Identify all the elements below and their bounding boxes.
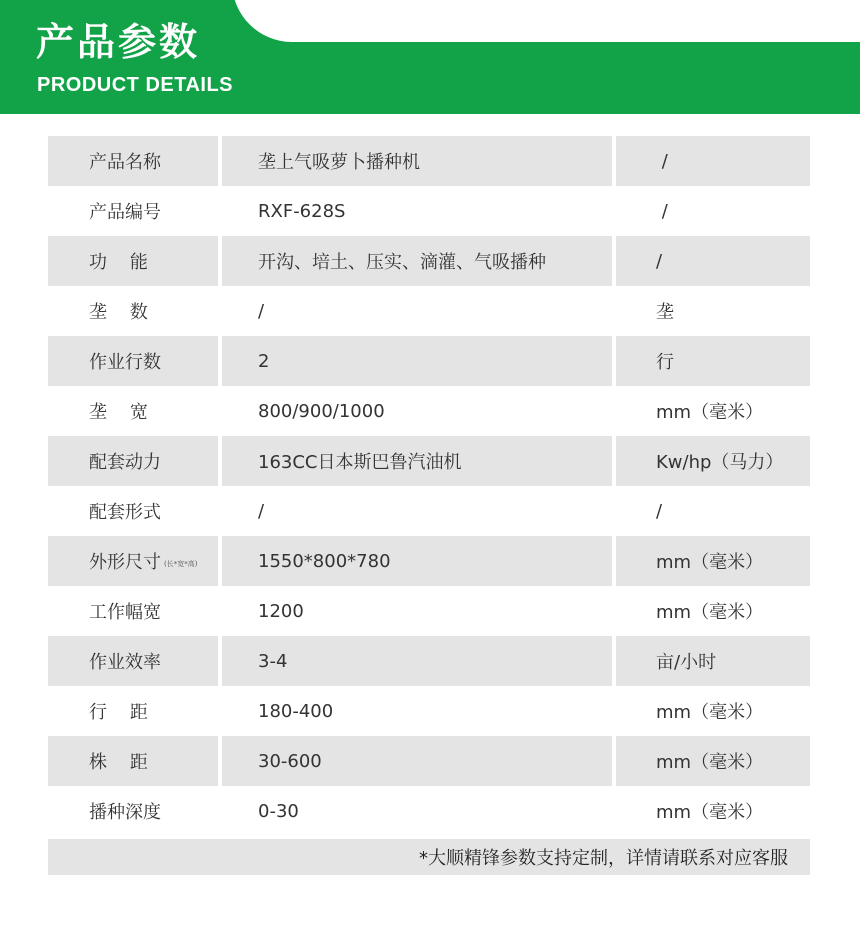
param-unit: 亩/小时: [616, 636, 810, 686]
table-row: [48, 636, 810, 686]
param-name: [48, 136, 218, 186]
section-subtitle: PRODUCT DETAILS: [37, 74, 234, 96]
param-name-text: 配套动力: [89, 452, 161, 473]
param-name-text: 产品编号: [89, 202, 161, 223]
table-row: [48, 336, 810, 386]
param-name-text: 行 距: [89, 702, 148, 723]
param-unit: mm（毫米）: [656, 702, 764, 723]
section-header: [0, 0, 860, 114]
param-value: 1200: [258, 600, 304, 622]
table-row: [48, 786, 810, 836]
param-name: [48, 186, 218, 236]
param-name: [48, 586, 218, 636]
param-name: [48, 236, 218, 286]
param-value: 800/900/1000: [258, 400, 385, 422]
param-name-text: 外形尺寸: [89, 552, 161, 573]
param-value: 3-4: [222, 636, 612, 686]
table-row: [48, 486, 810, 536]
param-value: /: [258, 300, 265, 322]
param-unit: mm（毫米）: [616, 536, 810, 586]
param-unit: /: [616, 136, 810, 186]
param-name-text: 功 能: [89, 252, 148, 273]
param-name-text: 播种深度: [89, 802, 161, 823]
param-name-text: 配套形式: [89, 502, 161, 523]
param-name-text: 作业行数: [89, 352, 161, 373]
param-name-text: 作业效率: [89, 652, 161, 673]
param-unit: /: [616, 236, 810, 286]
param-unit: mm（毫米）: [656, 402, 764, 423]
param-name-text: 株 距: [89, 752, 148, 773]
param-unit: Kw/hp（马力）: [616, 436, 810, 486]
param-name: [48, 736, 218, 786]
param-value: 开沟、培土、压实、滴灌、气吸播种: [222, 236, 612, 286]
param-unit: mm（毫米）: [656, 802, 764, 823]
param-value: 163CC日本斯巴鲁汽油机: [222, 436, 612, 486]
section-title: 产品参数: [36, 20, 201, 64]
param-name: [48, 636, 218, 686]
param-name-text: 垄 宽: [89, 402, 148, 423]
table-row: [48, 386, 810, 436]
param-unit: 行: [616, 336, 810, 386]
param-value: RXF-628S: [258, 200, 346, 222]
param-value: 0-30: [258, 800, 299, 822]
param-name: [48, 336, 218, 386]
header-white-tab: [232, 0, 860, 42]
table-row: [48, 136, 810, 186]
param-value: 2: [222, 336, 612, 386]
param-value: /: [258, 500, 265, 522]
table-row: [48, 286, 810, 336]
param-unit: 垄: [656, 302, 674, 323]
param-value: 垄上气吸萝卜播种机: [222, 136, 612, 186]
param-unit: /: [656, 200, 668, 222]
param-name: [48, 286, 218, 336]
param-name: [48, 436, 218, 486]
spec-table: [48, 136, 810, 836]
table-row: [48, 536, 810, 586]
table-row: [48, 736, 810, 786]
param-unit: /: [656, 500, 663, 522]
customization-note: *大顺精锋参数支持定制，详情请联系对应客服: [48, 839, 810, 875]
param-name-text: 工作幅宽: [89, 602, 161, 623]
param-name: [48, 536, 218, 586]
param-name-note: (长*宽*高): [164, 560, 198, 568]
table-row: [48, 586, 810, 636]
param-value: 30-600: [222, 736, 612, 786]
table-row: [48, 686, 810, 736]
param-unit: mm（毫米）: [656, 602, 764, 623]
table-row: [48, 236, 810, 286]
table-row: [48, 186, 810, 236]
param-value: 180-400: [258, 700, 334, 722]
table-row: [48, 436, 810, 486]
param-name-text: 产品名称: [89, 152, 161, 173]
param-name: [48, 686, 218, 736]
param-name: [48, 386, 218, 436]
param-name-text: 垄 数: [89, 302, 148, 323]
param-name: [48, 786, 218, 836]
param-value: 1550*800*780: [222, 536, 612, 586]
param-name: [48, 486, 218, 536]
param-unit: mm（毫米）: [616, 736, 810, 786]
